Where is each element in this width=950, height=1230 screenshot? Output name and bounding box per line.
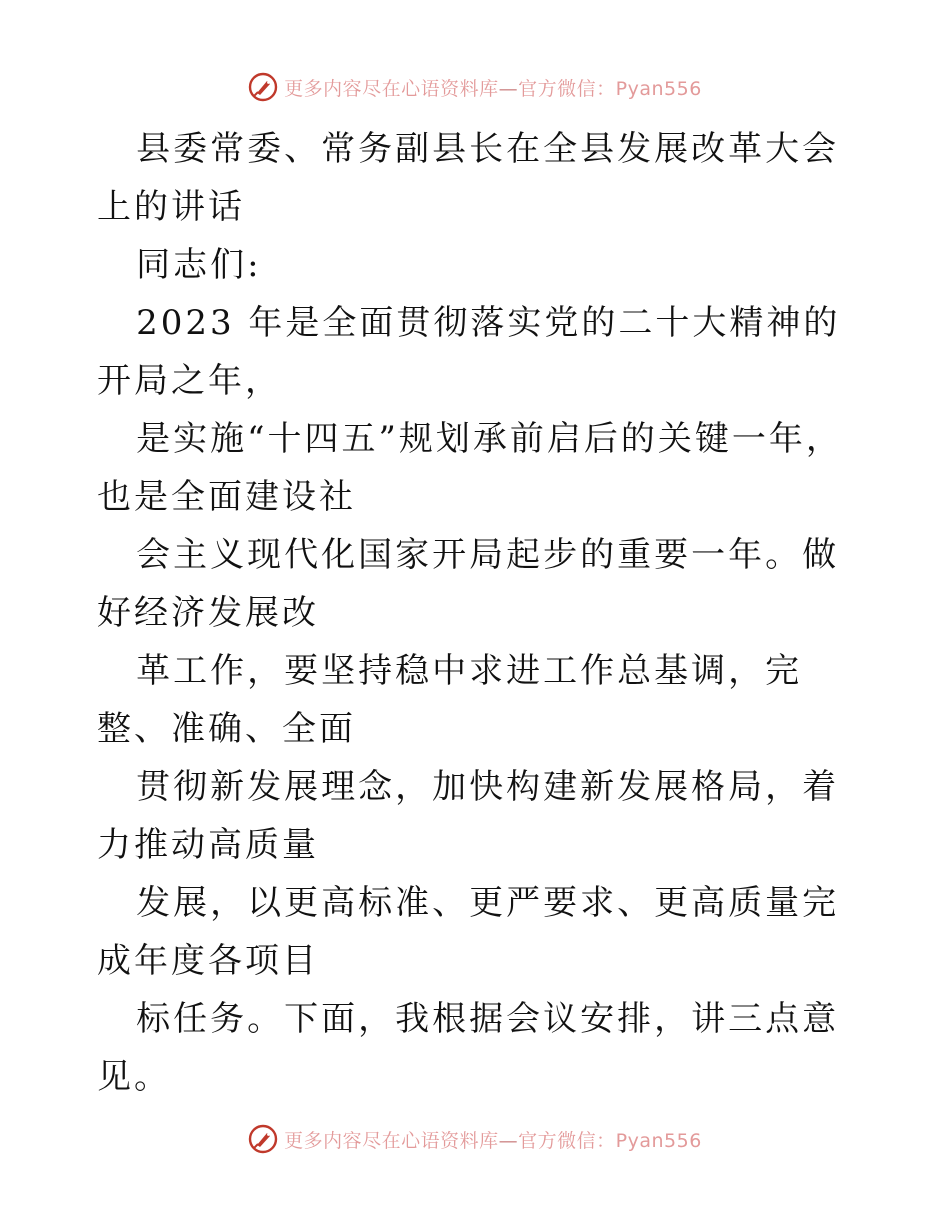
header-watermark <box>0 72 950 102</box>
paragraph: 2023 年是全面贯彻落实党的二十大精神的开局之年， <box>97 303 841 401</box>
paragraph: 发展，以更高标准、更严要求、更高质量完成年度各项目 <box>97 883 840 981</box>
watermark-text <box>284 1126 702 1153</box>
watermark-separator: — <box>498 1129 519 1152</box>
document-body <box>97 120 857 1106</box>
footer-watermark <box>0 1124 950 1154</box>
watermark-text <box>284 74 702 101</box>
paragraph: 标任务。下面，我根据会议安排，讲三点意见。 <box>97 999 840 1097</box>
paragraph: 革工作，要坚持稳中求进工作总基调，完整、准确、全面 <box>97 651 803 749</box>
watermark-separator: — <box>498 77 519 100</box>
watermark-brand: 更多内容尽在心语资料库 <box>284 1129 499 1152</box>
paragraph: 贯彻新发展理念，加快构建新发展格局，着力推动高质量 <box>97 767 840 865</box>
paragraph: 是实施“十四五”规划承前启后的关键一年，也是全面建设社 <box>97 419 843 517</box>
document-title: 县委常委、常务副县长在全县发展改革大会上的讲话 <box>97 129 840 227</box>
watermark-brand: 更多内容尽在心语资料库 <box>284 77 499 100</box>
pen-nib-logo-icon <box>248 1124 278 1154</box>
salutation: 同志们: <box>136 245 262 285</box>
watermark-contact: 官方微信：Pyan556 <box>518 1129 702 1152</box>
paragraph: 会主义现代化国家开局起步的重要一年。做好经济发展改 <box>97 535 840 633</box>
watermark-contact: 官方微信：Pyan556 <box>518 77 702 100</box>
pen-nib-logo-icon <box>248 72 278 102</box>
